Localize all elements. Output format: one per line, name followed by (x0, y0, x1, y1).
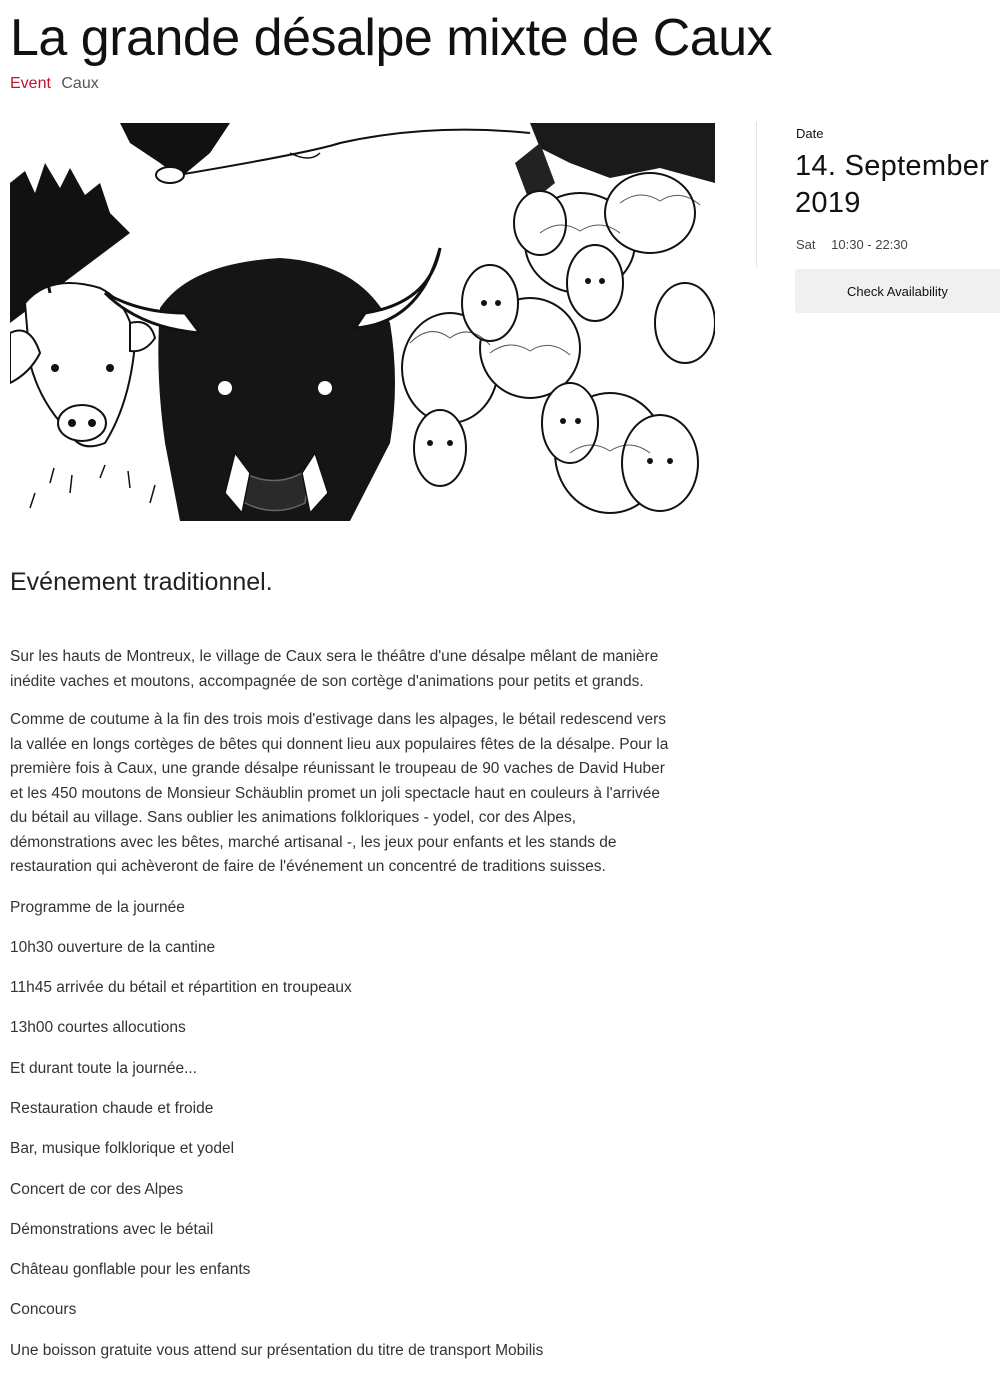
description-line: restauration qui achèveront de faire de l'événement un concentré de traditions suisses. (10, 858, 606, 875)
hero-illustration (10, 123, 715, 521)
description-line: et les 450 moutons de Monsieur Schäublin promet un joli spectacle haut en couleurs à l'arrivée (10, 784, 661, 802)
intro-line: inédite vaches et moutons, accompagnée de son cortège d'animations pour petits et grands. (10, 672, 644, 690)
lead-heading: Evénement traditionnel. (10, 568, 273, 596)
programme-item: Bar, musique folklorique et yodel (10, 1140, 235, 1158)
description-line: Comme de coutume à la fin des trois mois d'estivage dans les alpages, le bétail redescend vers (10, 711, 667, 728)
programme-item: 10h30 ouverture de la cantine (10, 938, 216, 956)
description-line: du bétail au village. Sans oublier les animations folkloriques - yodel, cor des Alpes, (10, 809, 577, 826)
programme-item: Château gonflable pour les enfants (10, 1261, 251, 1279)
page-title: La grande désalpe mixte de Caux (10, 9, 773, 67)
date-label: Date (796, 126, 824, 141)
programme-item: Concert de cor des Alpes (10, 1180, 184, 1198)
programme-item: 11h45 arrivée du bétail et répartition en troupeaux (10, 979, 352, 997)
programme-heading: Programme de la journée (10, 898, 185, 916)
check-availability-button[interactable]: Check Availability (795, 269, 1000, 313)
event-meta (10, 74, 99, 94)
event-description (10, 645, 720, 1379)
sidebar-divider (756, 122, 757, 267)
programme-subheading: Et durant toute la journée... (10, 1059, 197, 1077)
programme-item: Concours (10, 1301, 77, 1319)
programme-item: Une boisson gratuite vous attend sur présentation du titre de transport Mobilis (10, 1341, 544, 1359)
date-value-line1: 14. September (795, 150, 990, 182)
intro-line: Sur les hauts de Montreux, le village de Caux sera le théâtre d'une désalpe mêlant de manière (10, 648, 659, 665)
intro-paragraph (10, 645, 720, 694)
programme-item: Démonstrations avec le bétail (10, 1220, 214, 1238)
date-value (795, 148, 989, 222)
cattle-sheep-drawing (10, 123, 715, 521)
description-line: la vallée en longs cortèges de bêtes qui donnent lieu aux populaires fêtes de la désalpe. Pour la (10, 735, 669, 753)
date-time (796, 237, 908, 252)
description-line: première fois à Caux, une grande désalpe réunissant le troupeau de 90 vaches de David Huber (10, 760, 665, 777)
day-label: Sat (796, 237, 816, 252)
programme-item: 13h00 courtes allocutions (10, 1019, 186, 1037)
category-link[interactable]: Event (10, 75, 51, 92)
programme-item: Restauration chaude et froide (10, 1099, 214, 1117)
time-range: 10:30 - 22:30 (831, 237, 908, 252)
description-paragraph (10, 708, 720, 880)
location-label: Caux (61, 75, 99, 92)
date-value-line2: 2019 (795, 187, 861, 219)
description-line: démonstrations avec les bêtes, marché artisanal -, les jeux pour enfants et les stands de (10, 833, 617, 851)
